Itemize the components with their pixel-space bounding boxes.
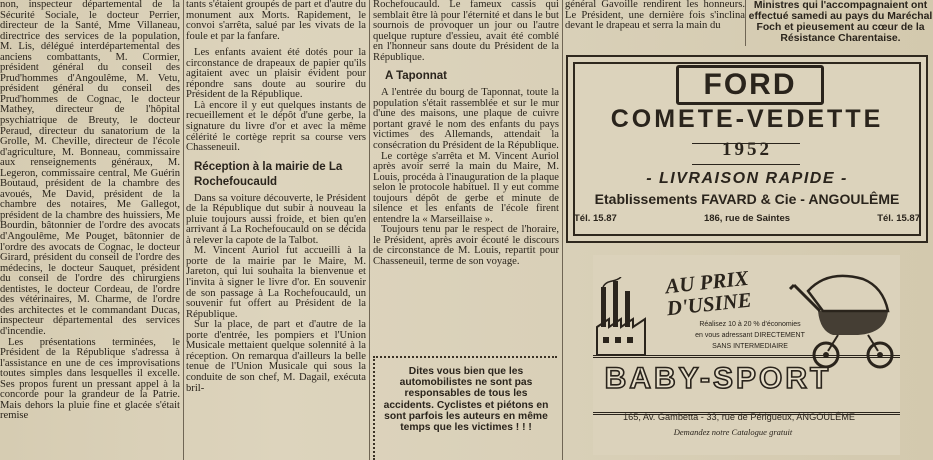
article-column-1: [0, 0, 180, 422]
baby-sport-advertisement: [593, 255, 900, 455]
article-paragraph: Rochefoucauld. Le fameux cassis qui semblait être là pour l'éternité et dans le but sournois de provoquer un jour ou l'autre quelque rupture d'essieu, avait été comblé en l'honneur sans doute du Président de la République.: [373, 0, 559, 63]
section-heading: Réception à la mairie de La Rochefoucauld: [194, 160, 343, 188]
baby-catalogue-note: Demandez notre Catalogue gratuit: [673, 427, 793, 437]
ford-logo: FORD: [676, 65, 824, 105]
ford-model-year: 1952: [722, 139, 772, 160]
ford-contact-line: [574, 213, 920, 224]
boxed-caption: [748, 0, 933, 44]
article-paragraph: M. Vincent Auriol fut accueilli à la porte de la mairie par le Maire, M. Jareton, qui lui souhaita la bienvenue et l'invita à signer le livre d'or. En souvenir de son passage à La Rochefoucauld, un souvenir fut offert au Président de la République.: [186, 245, 366, 320]
section-heading: A Taponnat: [385, 70, 447, 83]
article-paragraph: Les présentations terminées, le Président de la République s'adressa à l'assistance en une de ces improvisations toutes simples dans lesquelles il excelle. Ses propos furent un pressant appel à la concorde pour la grandeur de la Patrie. Mais dehors la pluie fine et glacée s'était remise: [0, 336, 180, 422]
article-column-3: [373, 0, 559, 352]
article-paragraph: Là encore il y eut quelques instants de recueillement et le dépôt d'une gerbe, la signature du livre d'or et avec la même célérité le cortège reprit sa course vers Chasseneuil.: [186, 99, 366, 154]
baby-offer-line: SANS INTERMEDIAIRE: [712, 343, 788, 350]
baby-offer-line: Réalisez 10 à 20 % d'économies: [699, 321, 801, 328]
ford-dealer-name: Etablissements FAVARD & Cie - ANGOULÊME: [594, 191, 900, 207]
article-paragraph: Le cortège s'arrêta et M. Vincent Auriol après avoir serré la main du Maire, M. Louis, procéda à l'inauguration de la plaque selon le protocole habituel. Il y eut comme toujours dépôt de gerbe et minute de silence et les enfants de l'école firent entendre la « Marseillaise ».: [373, 150, 559, 225]
baby-offer-line: en vous adressant DIRECTEMENT: [695, 332, 805, 339]
ford-phone-right: Tél. 15.87: [877, 213, 920, 224]
column-divider: [369, 0, 370, 460]
article-paragraph: Toujours tenu par le respect de l'horaire, le Président, après avoir écouté le discours de circonstance de M. Louis, repartit pour Chasseneuil, terme de son voyage.: [373, 224, 559, 268]
baby-address: 165, Av. Gambetta - 33, rue de Périgueux, ANGOULÊME: [623, 412, 856, 422]
ford-phone-left: Tél. 15.87: [574, 213, 617, 224]
article-paragraph: tants s'étaient groupés de part et d'autre du monument aux Morts. Rapidement, le convoi s'arrêta, salué par les vivats de la foule et par la fanfare.: [186, 0, 366, 42]
column-divider: [745, 0, 746, 46]
article-paragraph: Sur la place, de part et d'autre de la porte d'entrée, les pompiers et l'Union Musicale mettaient quelque solennité à la réception. On remarqua d'ailleurs la belle tenue de l'Union Musicale qui sous la conduite de son chef, M. Dagail, exécuta bril-: [186, 319, 366, 394]
article-paragraph: général Gavoille rendirent les honneurs. Le Président, une dernière fois s'inclina devant le drapeau et serra la main du: [565, 0, 745, 32]
caption-text: Ministres qui l'accompagnaient ont effectué samedi au pays du Maréchal Foch et pieusement au cœur de la Résistance Charentaise.: [748, 0, 933, 44]
article-column-4: [565, 0, 745, 46]
baby-headline: AU PRIX D'USINE: [664, 265, 753, 321]
article-paragraph: Dans sa voiture découverte, le Président de la République dut subir à nouveau la pluie toujours aussi froide, et bien qu'en arrivant à La Rochefoucauld on se décida à relever la capote de la Talbot.: [186, 192, 366, 246]
article-paragraph: A l'entrée du bourg de Taponnat, toute la population s'était rassemblée et sur le mur d'une des maisons, une plaque de cuivre portant gravé le nom des enfants du pays victimes des Allemands, attendait la consécration du Président de la République.: [373, 87, 559, 152]
column-divider: [183, 0, 184, 460]
article-paragraph: Les enfants avaient été dotés pour la circonstance de drapeaux de papier qu'ils agitaient avec un plaisir évident pour répondre sans doute au sourire du Président de la République.: [186, 47, 366, 101]
safety-notice-text: Dites vous bien que les automobilistes ne sont pas responsables de tous les accidents. Cyclistes et piétons en sont parfois les auteurs en même temps que les victimes ! ! !: [383, 366, 549, 434]
baby-brand-name: BABY-SPORT: [604, 362, 832, 395]
ford-tagline: - LIVRAISON RAPIDE -: [646, 170, 848, 187]
safety-notice-box: [373, 356, 557, 460]
article-column-2: [186, 0, 366, 394]
ford-address: 186, rue de Saintes: [703, 213, 791, 224]
ford-advertisement: [566, 55, 928, 243]
ford-model-name: COMETE-VEDETTE: [610, 105, 884, 133]
divider-line: [692, 164, 800, 165]
article-paragraph: non, inspecteur départemental de la Sécurité Sociale, le docteur Perrier, directeur de la Santé, Mme Villaneau, directrice des services de la population, M. Lis, délégué interdépartemental des anciens combattants, M. Cormier, président général du conseil des Prud'hommes d'Angoulême, M. Vetu, président général du conseil des Prud'hommes de Cognac, le docteur Mathey, directeur de l'hôpital psychiatrique de Breuty, le docteur Peraud, directeur du sanatorium de la Grolle, M. Cheville, directeur de l'école d'agriculture, M. Bonneau, commissaire aux renseignements généraux, M. Legeron, commissaire central, Me Guérin Boutaud, président de la chambre des avoués, Me David, président de la chambre des notaires, Me Gallegot, président de la chambre des huissiers, Me Bourdin, bâtonnier de l'ordre des avocats d'Angoulême, Me Pouget, bâtonnier de l'ordre des avocats de Cognac, le docteur Girard, président du conseil de l'ordre des médecins, le docteur Sauquet, président du conseil de l'ordre des chirurgiens dentistes, le docteur Cordeau, de l'ordre des vétérinaires, M. Charme, de l'ordre des architectes et le commandant Ducas, inspecteur départemental des services d'incendie.: [0, 0, 180, 337]
column-divider: [562, 0, 563, 460]
